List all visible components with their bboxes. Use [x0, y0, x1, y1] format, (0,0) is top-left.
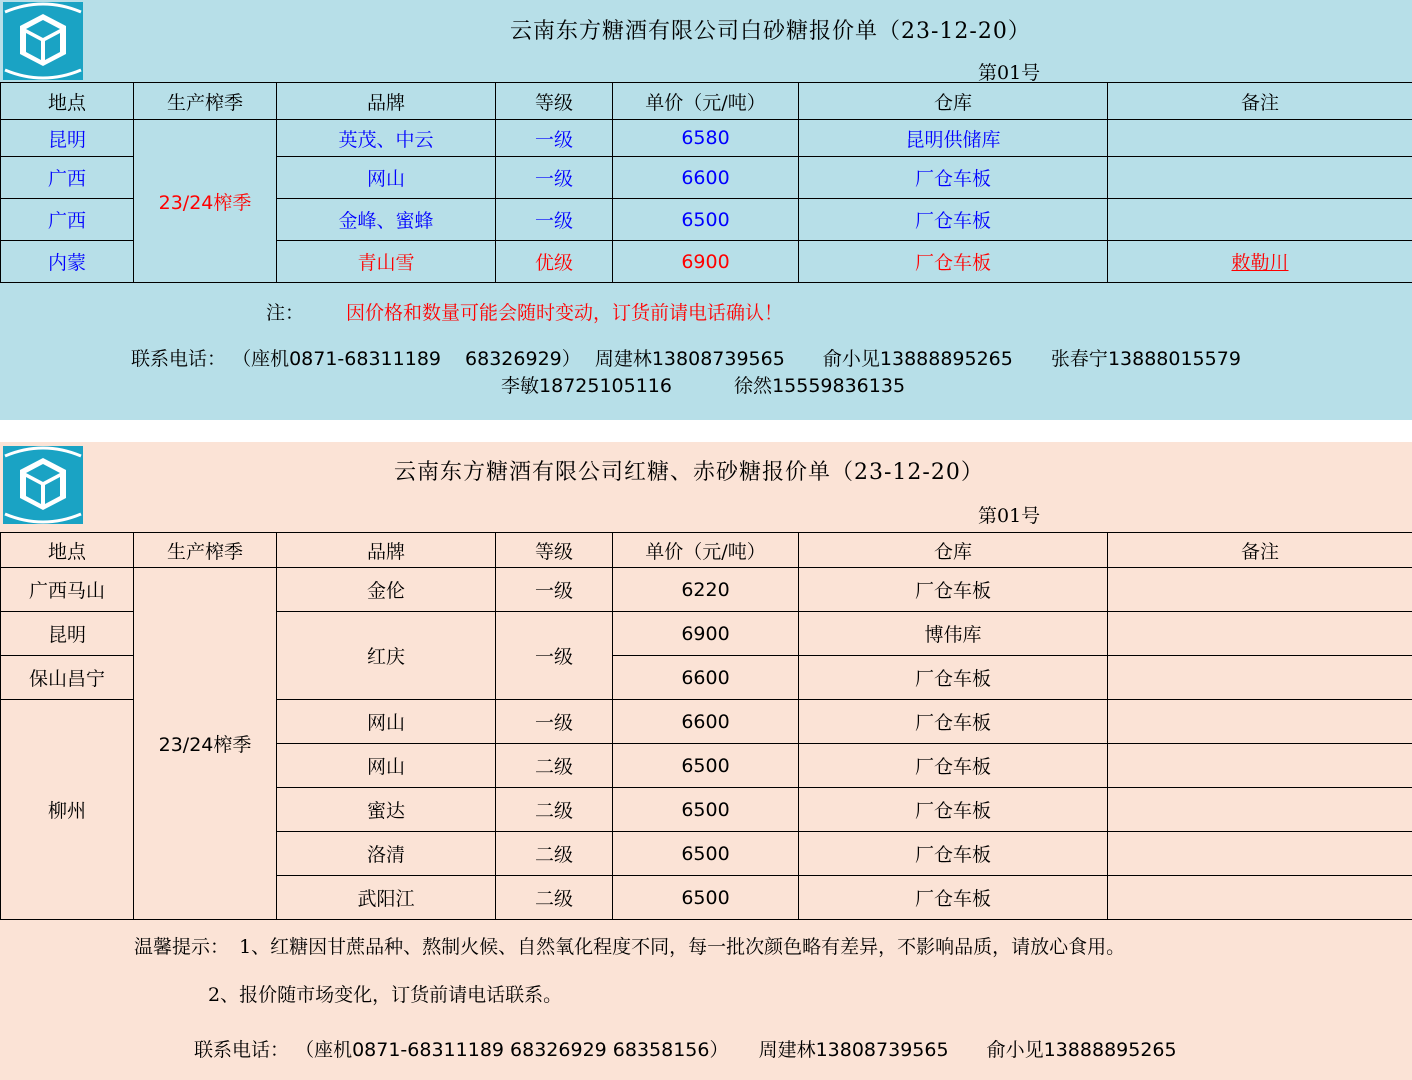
- note-cell: [1108, 744, 1412, 788]
- landline-number: 0871-68311189: [289, 348, 441, 370]
- price-cell: 6500: [613, 788, 799, 832]
- brand-cell: 武阳江: [277, 876, 496, 920]
- contact-name: 周建林: [594, 348, 652, 370]
- landline-prefix: （座机: [295, 1039, 353, 1061]
- contact-phone: 13808739565: [651, 348, 785, 370]
- warehouse-cell: 厂仓车板: [799, 241, 1108, 283]
- location-cell: 广西: [1, 157, 134, 199]
- location-cell: 广西马山: [1, 568, 134, 612]
- price-cell: 6600: [613, 157, 799, 199]
- brown-sugar-price-table: [0, 532, 1412, 920]
- warehouse-cell: 昆明供储库: [799, 120, 1108, 157]
- contact-phone: 13888015579: [1107, 348, 1241, 370]
- brand-cell: 金伦: [277, 568, 496, 612]
- note-label: 注：: [266, 302, 305, 324]
- grade-cell: 二级: [496, 744, 613, 788]
- header-price: 单价（元/吨）: [613, 83, 799, 120]
- note-cell: 敕勒川: [1108, 241, 1412, 283]
- brand-cell: 网山: [277, 700, 496, 744]
- contact-phone: 13888895265: [879, 348, 1013, 370]
- note-cell: [1108, 876, 1412, 920]
- grade-cell: 二级: [496, 788, 613, 832]
- warehouse-cell: 博伟库: [799, 612, 1108, 656]
- table-row: [1, 120, 1412, 157]
- location-cell: 广西: [1, 199, 134, 241]
- warehouse-cell: 厂仓车板: [799, 832, 1108, 876]
- table-header-row: [1, 83, 1412, 120]
- contact-phone: 15559836135: [772, 375, 906, 397]
- location-cell: 保山昌宁: [1, 656, 134, 700]
- warehouse-cell: 厂仓车板: [799, 744, 1108, 788]
- price-cell: 6500: [613, 199, 799, 241]
- company-logo-icon: [3, 2, 83, 80]
- price-cell: 6600: [613, 656, 799, 700]
- tip-label: 温馨提示：: [134, 936, 230, 958]
- grade-cell: 一级: [496, 700, 613, 744]
- brand-cell: 蜜达: [277, 788, 496, 832]
- sheet-number: 第01号: [978, 505, 1041, 527]
- contact-line: [194, 1035, 1177, 1062]
- sheet-title: 云南东方糖酒有限公司红糖、赤砂糖报价单（23-12-20）: [394, 460, 984, 485]
- price-cell: 6900: [613, 241, 799, 283]
- price-cell: 6500: [613, 876, 799, 920]
- table-header-row: [1, 533, 1412, 568]
- location-cell: 昆明: [1, 120, 134, 157]
- warehouse-cell: 厂仓车板: [799, 199, 1108, 241]
- note-cell: [1108, 700, 1412, 744]
- header-brand: 品牌: [277, 533, 496, 568]
- landline-suffix: ）: [709, 1039, 729, 1061]
- contact-name: 张春宁: [1050, 348, 1108, 370]
- season-cell: 23/24榨季: [134, 120, 277, 283]
- location-cell: 昆明: [1, 612, 134, 656]
- header-location: 地点: [1, 83, 134, 120]
- grade-cell: 优级: [496, 241, 613, 283]
- location-cell: 柳州: [1, 700, 134, 920]
- header-warehouse: 仓库: [799, 83, 1108, 120]
- price-cell: 6900: [613, 612, 799, 656]
- warehouse-cell: 厂仓车板: [799, 876, 1108, 920]
- header-price: 单价（元/吨）: [613, 533, 799, 568]
- header-grade: 等级: [496, 83, 613, 120]
- grade-cell: 一级: [496, 157, 613, 199]
- contact-name: 李敏: [501, 375, 540, 397]
- price-cell: 6500: [613, 832, 799, 876]
- tip-line-2: 2、报价随市场变化，订货前请电话联系。: [208, 984, 563, 1006]
- warehouse-cell: 厂仓车板: [799, 788, 1108, 832]
- landline-number: 0871-68311189 68326929 68358156: [352, 1039, 710, 1061]
- grade-cell: 二级: [496, 832, 613, 876]
- grade-cell: 一级: [496, 612, 613, 700]
- grade-cell: 一级: [496, 568, 613, 612]
- header-note: 备注: [1108, 533, 1412, 568]
- landline-number: 68326929: [465, 348, 562, 370]
- contact-name: 徐然: [734, 375, 773, 397]
- price-cell: 6500: [613, 744, 799, 788]
- header-warehouse: 仓库: [799, 533, 1108, 568]
- contact-phone: 18725105116: [539, 375, 672, 397]
- header-season: 生产榨季: [134, 83, 277, 120]
- grade-cell: 一级: [496, 199, 613, 241]
- company-logo-icon: [3, 446, 83, 524]
- brand-cell: 洛清: [277, 832, 496, 876]
- note-cell: [1108, 612, 1412, 656]
- brand-cell: 网山: [277, 744, 496, 788]
- price-cell: 6600: [613, 700, 799, 744]
- note-cell: [1108, 568, 1412, 612]
- landline-prefix: （座机: [232, 348, 290, 370]
- brand-cell: 红庆: [277, 612, 496, 700]
- note-cell: [1108, 656, 1412, 700]
- contact-name: 俞小见: [822, 348, 880, 370]
- season-cell: 23/24榨季: [134, 568, 277, 920]
- white-sugar-price-table: [0, 82, 1412, 283]
- brand-cell: 金峰、蜜蜂: [277, 199, 496, 241]
- landline-suffix: ）: [561, 348, 581, 370]
- note-cell: [1108, 120, 1412, 157]
- header-brand: 品牌: [277, 83, 496, 120]
- tip-line-1: [134, 932, 1125, 959]
- header-note: 备注: [1108, 83, 1412, 120]
- contact-name: 周建林: [758, 1039, 816, 1061]
- white-sugar-quote-sheet: [0, 0, 1412, 420]
- grade-cell: 一级: [496, 120, 613, 157]
- header-location: 地点: [1, 533, 134, 568]
- warehouse-cell: 厂仓车板: [799, 568, 1108, 612]
- contact-line: [131, 344, 1241, 371]
- warehouse-cell: 厂仓车板: [799, 700, 1108, 744]
- contact-name: 俞小见: [986, 1039, 1044, 1061]
- brand-cell: 网山: [277, 157, 496, 199]
- header-season: 生产榨季: [134, 533, 277, 568]
- contact-label: 联系电话：: [131, 348, 227, 370]
- tip-text: 1、红糖因甘蔗品种、熬制火候、自然氧化程度不同，每一批次颜色略有差异，不影响品质，请放心食用。: [239, 936, 1126, 958]
- warehouse-cell: 厂仓车板: [799, 656, 1108, 700]
- sheet-number: 第01号: [978, 62, 1041, 84]
- contact-phone: 13808739565: [815, 1039, 949, 1061]
- note-cell: [1108, 199, 1412, 241]
- location-cell: 内蒙: [1, 241, 134, 283]
- contact-label: 联系电话：: [194, 1039, 290, 1061]
- header-grade: 等级: [496, 533, 613, 568]
- contact-line: [501, 371, 905, 398]
- sheet-title: 云南东方糖酒有限公司白砂糖报价单（23-12-20）: [510, 19, 1031, 44]
- brand-cell: 英茂、中云: [277, 120, 496, 157]
- contact-phone: 13888895265: [1043, 1039, 1177, 1061]
- warehouse-cell: 厂仓车板: [799, 157, 1108, 199]
- brand-cell: 青山雪: [277, 241, 496, 283]
- note-cell: [1108, 832, 1412, 876]
- note-cell: [1108, 157, 1412, 199]
- price-change-notice: 因价格和数量可能会随时变动，订货前请电话确认！: [346, 302, 784, 324]
- table-row: [1, 568, 1412, 612]
- price-cell: 6580: [613, 120, 799, 157]
- note-cell: [1108, 788, 1412, 832]
- price-cell: 6220: [613, 568, 799, 612]
- brown-sugar-quote-sheet: [0, 442, 1412, 1080]
- grade-cell: 二级: [496, 876, 613, 920]
